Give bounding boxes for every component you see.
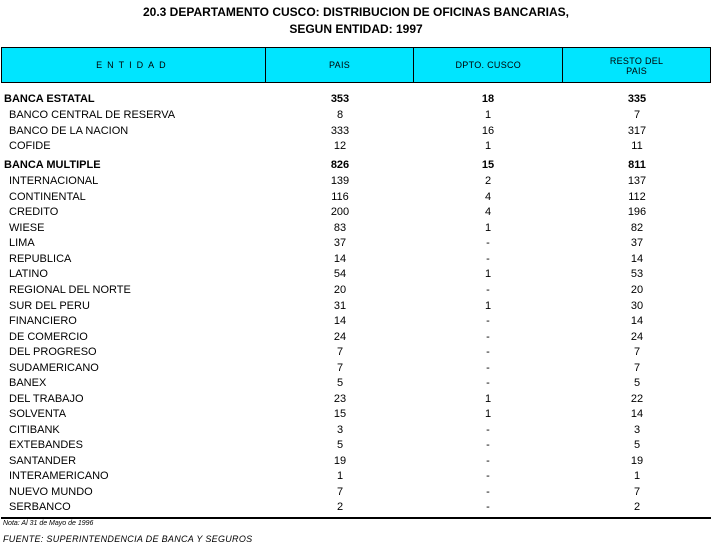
table-row xyxy=(0,423,712,438)
entity-name: BANCO DE LA NACION xyxy=(9,125,129,137)
entity-name: FINANCIERO xyxy=(9,315,77,327)
resto-value: 7 xyxy=(633,109,641,121)
entity-name: SUDAMERICANO xyxy=(9,362,99,374)
entity-name: LATINO xyxy=(9,268,48,280)
resto-value: 5 xyxy=(633,439,641,451)
cusco-value: - xyxy=(486,237,490,249)
group-row xyxy=(0,92,712,107)
source-line: FUENTE: SUPERINTENDENCIA DE BANCA Y SEGUROS xyxy=(3,534,253,544)
cusco-value: - xyxy=(486,284,490,296)
table-row xyxy=(0,407,712,422)
entity-name: SERBANCO xyxy=(9,501,71,513)
cusco-value: 1 xyxy=(484,109,492,121)
resto-value: 53 xyxy=(630,268,644,280)
entity-name: CREDITO xyxy=(9,206,59,218)
pais-value: 5 xyxy=(336,377,344,389)
pais-value: 8 xyxy=(336,109,344,121)
entity-name: INTERAMERICANO xyxy=(9,470,109,482)
pais-value: 15 xyxy=(333,408,347,420)
resto-value: 14 xyxy=(630,253,644,265)
resto-value: 5 xyxy=(633,377,641,389)
table-row xyxy=(0,139,712,154)
pais-value: 7 xyxy=(336,486,344,498)
entity-name: REPUBLICA xyxy=(9,253,72,265)
resto-value: 811 xyxy=(628,159,646,171)
table-row xyxy=(0,500,712,515)
entity-name: REGIONAL DEL NORTE xyxy=(9,284,131,296)
resto-value: 14 xyxy=(630,408,644,420)
entity-name: INTERNACIONAL xyxy=(9,175,99,187)
table-row xyxy=(0,299,712,314)
cusco-value: 1 xyxy=(484,393,492,405)
table-subtitle: SEGUN ENTIDAD: 1997 xyxy=(289,22,423,36)
table-row xyxy=(0,283,712,298)
cusco-value: - xyxy=(486,439,490,451)
pais-value: 54 xyxy=(333,268,347,280)
table-row xyxy=(0,392,712,407)
cusco-value: - xyxy=(486,455,490,467)
cusco-value: 16 xyxy=(481,125,495,137)
resto-value: 2 xyxy=(633,501,641,513)
entity-name: DEL PROGRESO xyxy=(9,346,97,358)
resto-value: 22 xyxy=(630,393,644,405)
cusco-value: - xyxy=(486,362,490,374)
resto-value: 7 xyxy=(633,486,641,498)
table-row xyxy=(0,345,712,360)
header-entidad: ENTIDAD xyxy=(2,48,266,83)
table-row xyxy=(0,454,712,469)
table-row xyxy=(0,438,712,453)
cusco-value: 18 xyxy=(481,93,495,105)
entity-name: BANEX xyxy=(9,377,47,389)
entity-name: BANCA ESTATAL xyxy=(4,93,95,105)
resto-value: 112 xyxy=(628,191,646,203)
cusco-value: - xyxy=(486,501,490,513)
resto-value: 3 xyxy=(633,424,641,436)
table-row xyxy=(0,236,712,251)
cusco-value: - xyxy=(486,253,490,265)
pais-value: 116 xyxy=(331,191,349,203)
header-resto-line1: RESTO DEL xyxy=(609,56,664,66)
table-row xyxy=(0,221,712,236)
entity-name: COFIDE xyxy=(9,140,51,152)
pais-value: 7 xyxy=(336,362,344,374)
resto-value: 7 xyxy=(633,362,641,374)
pais-value: 23 xyxy=(333,393,347,405)
pais-value: 333 xyxy=(330,125,350,137)
cusco-value: 2 xyxy=(484,175,492,187)
entity-name: CITIBANK xyxy=(9,424,60,436)
table-row xyxy=(0,190,712,205)
entity-name: BANCO CENTRAL DE RESERVA xyxy=(9,109,176,121)
resto-value: 317 xyxy=(627,125,647,137)
pais-value: 14 xyxy=(333,315,347,327)
entity-name: SUR DEL PERU xyxy=(9,300,90,312)
resto-value: 196 xyxy=(627,206,647,218)
table-header xyxy=(1,47,711,83)
pais-value: 12 xyxy=(333,140,347,152)
resto-value: 30 xyxy=(630,300,644,312)
pais-value: 7 xyxy=(336,346,344,358)
resto-value: 137 xyxy=(627,175,647,187)
table-row xyxy=(0,314,712,329)
table-row xyxy=(0,108,712,123)
resto-value: 7 xyxy=(633,346,641,358)
entity-name: SANTANDER xyxy=(9,455,77,467)
entity-name: SOLVENTA xyxy=(9,408,67,420)
cusco-value: - xyxy=(486,346,490,358)
cusco-value: - xyxy=(486,424,490,436)
resto-value: 14 xyxy=(630,315,644,327)
pais-value: 139 xyxy=(330,175,350,187)
header-resto-del-pais xyxy=(563,48,711,83)
table-title: 20.3 DEPARTAMENTO CUSCO: DISTRIBUCION DE OFICINAS BANCARIAS, xyxy=(142,5,570,19)
header-dpto-cusco: DPTO. CUSCO xyxy=(414,48,563,83)
header-pais: PAIS xyxy=(265,48,414,83)
resto-value: 335 xyxy=(627,93,647,105)
cusco-value: 1 xyxy=(484,268,492,280)
table-row xyxy=(0,252,712,267)
cusco-value: - xyxy=(486,377,490,389)
entity-name: DEL TRABAJO xyxy=(9,393,84,405)
resto-value: 19 xyxy=(630,455,644,467)
table-row xyxy=(0,361,712,376)
group-row xyxy=(0,158,712,173)
entity-name: NUEVO MUNDO xyxy=(9,486,93,498)
entity-name: BANCA MULTIPLE xyxy=(4,159,101,171)
cusco-value: 1 xyxy=(484,140,492,152)
table-row xyxy=(0,330,712,345)
pais-value: 14 xyxy=(333,253,347,265)
resto-value: 11 xyxy=(631,140,643,152)
cusco-value: 4 xyxy=(484,206,492,218)
cusco-value: 15 xyxy=(481,159,495,171)
entity-name: LIMA xyxy=(9,237,35,249)
cusco-value: 4 xyxy=(484,191,492,203)
entity-name: CONTINENTAL xyxy=(9,191,86,203)
pais-value: 20 xyxy=(333,284,347,296)
pais-value: 1 xyxy=(336,470,344,482)
pais-value: 353 xyxy=(330,93,350,105)
cusco-value: - xyxy=(486,315,490,327)
resto-value: 82 xyxy=(630,222,644,234)
pais-value: 5 xyxy=(336,439,344,451)
table-row xyxy=(0,267,712,282)
table-row xyxy=(0,124,712,139)
resto-value: 24 xyxy=(630,331,644,343)
cusco-value: - xyxy=(486,486,490,498)
cusco-value: 1 xyxy=(484,408,492,420)
entity-name: DE COMERCIO xyxy=(9,331,88,343)
pais-value: 83 xyxy=(333,222,347,234)
table-row xyxy=(0,205,712,220)
pais-value: 37 xyxy=(333,237,347,249)
bottom-rule xyxy=(1,517,711,519)
pais-value: 200 xyxy=(330,206,350,218)
resto-value: 20 xyxy=(630,284,644,296)
entity-name: WIESE xyxy=(9,222,45,234)
resto-value: 37 xyxy=(630,237,644,249)
cusco-value: - xyxy=(486,331,490,343)
table-row xyxy=(0,485,712,500)
footnote: Nota: Al 31 de Mayo de 1996 xyxy=(3,520,94,527)
cusco-value: 1 xyxy=(484,222,492,234)
pais-value: 2 xyxy=(336,501,344,513)
table-row xyxy=(0,376,712,391)
entity-name: EXTEBANDES xyxy=(9,439,83,451)
pais-value: 3 xyxy=(336,424,344,436)
pais-value: 826 xyxy=(330,159,350,171)
pais-value: 24 xyxy=(333,331,347,343)
table-row xyxy=(0,174,712,189)
header-resto-line2: PAIS xyxy=(626,66,648,76)
pais-value: 31 xyxy=(333,300,347,312)
cusco-value: 1 xyxy=(484,300,492,312)
table-row xyxy=(0,469,712,484)
pais-value: 19 xyxy=(333,455,347,467)
resto-value: 1 xyxy=(633,470,641,482)
cusco-value: - xyxy=(486,470,490,482)
